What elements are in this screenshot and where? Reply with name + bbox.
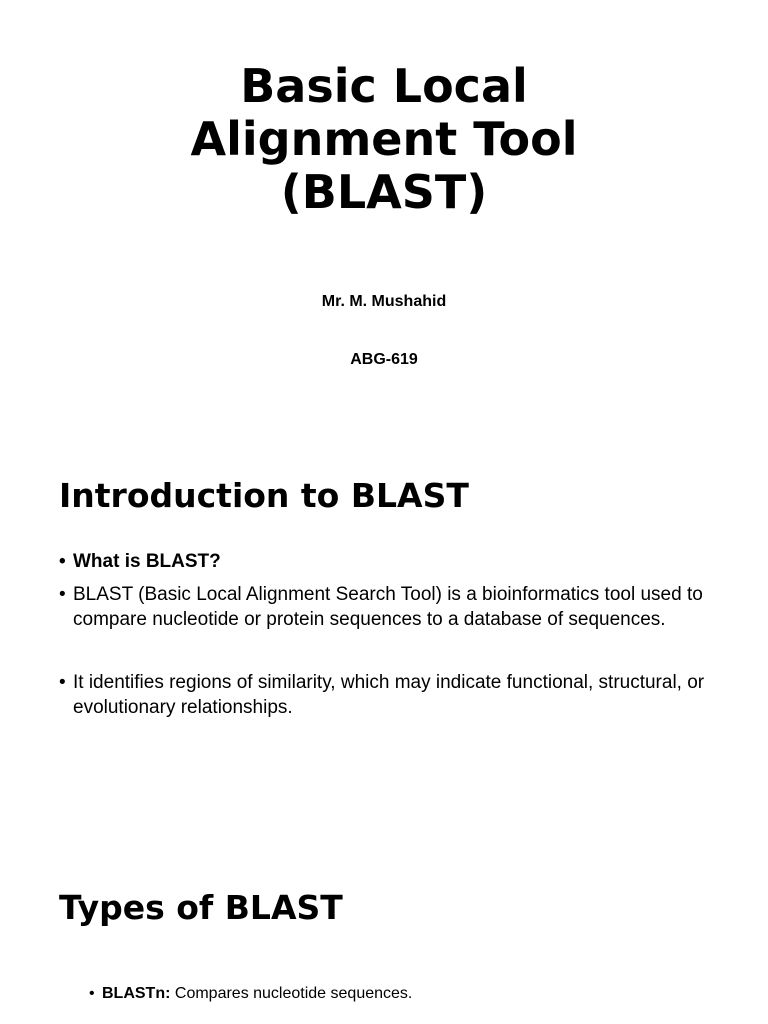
bullet-blast-definition: • BLAST (Basic Local Alignment Search Tool) is a bioinformatics tool used to compare nucleotide or protein sequences to a database of sequences. — [59, 582, 709, 632]
bullet-what-is-blast: • What is BLAST? — [59, 549, 709, 574]
bullet-blastn — [89, 984, 412, 1004]
intro-bullet-list — [59, 549, 709, 720]
types-heading: Types of BLAST — [59, 888, 343, 927]
bullet-similarity-regions: • It identifies regions of similarity, which may indicate functional, structural, or evolutionary relationships. — [59, 670, 709, 720]
title-line-1: Basic Local — [240, 59, 528, 113]
blastn-term: BLASTn: — [102, 985, 171, 1002]
title-line-2: Alignment Tool — [190, 112, 578, 166]
types-bullet-list — [89, 984, 412, 1004]
intro-heading: Introduction to BLAST — [59, 476, 469, 515]
course-code: ABG-619 — [350, 351, 418, 368]
blastn-description: Compares nucleotide sequences. — [170, 985, 413, 1002]
author-name: Mr. M. Mushahid — [321, 293, 447, 310]
title-line-3: (BLAST) — [280, 165, 488, 219]
slide-title — [84, 60, 684, 219]
